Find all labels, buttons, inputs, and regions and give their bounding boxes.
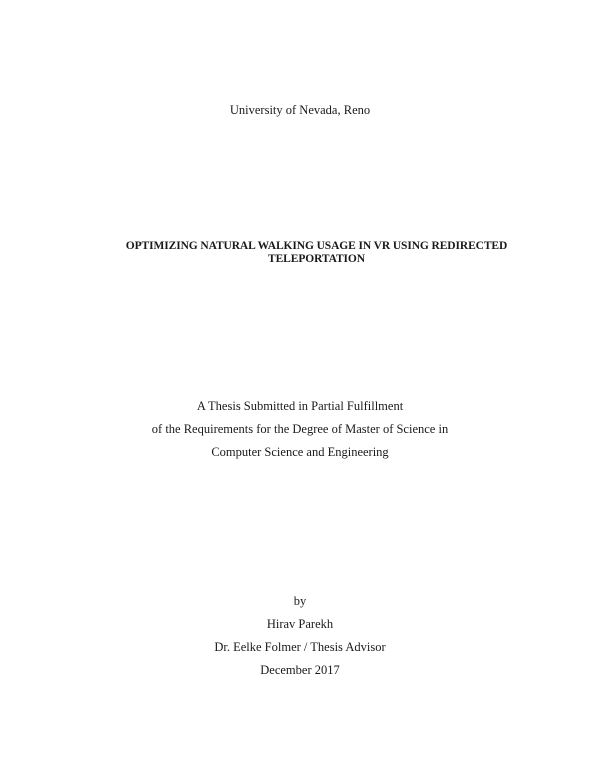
thesis-advisor: Dr. Eelke Folmer / Thesis Advisor: [214, 640, 386, 654]
degree-statement-line-2: of the Requirements for the Degree of Master of Science in: [151, 422, 449, 436]
thesis-title: [90, 240, 543, 266]
degree-statement-line-1: A Thesis Submitted in Partial Fulfillment: [196, 399, 404, 413]
thesis-title-line-2: TELEPORTATION: [268, 253, 365, 265]
author-name: Hirav Parekh: [266, 617, 334, 631]
university-name: University of Nevada, Reno: [229, 103, 371, 117]
thesis-title-line-1: OPTIMIZING NATURAL WALKING USAGE IN VR USING REDIRECTED: [125, 240, 508, 252]
submission-date: December 2017: [260, 663, 340, 677]
degree-statement-line-3: Computer Science and Engineering: [211, 445, 389, 459]
by-label: by: [293, 594, 307, 608]
